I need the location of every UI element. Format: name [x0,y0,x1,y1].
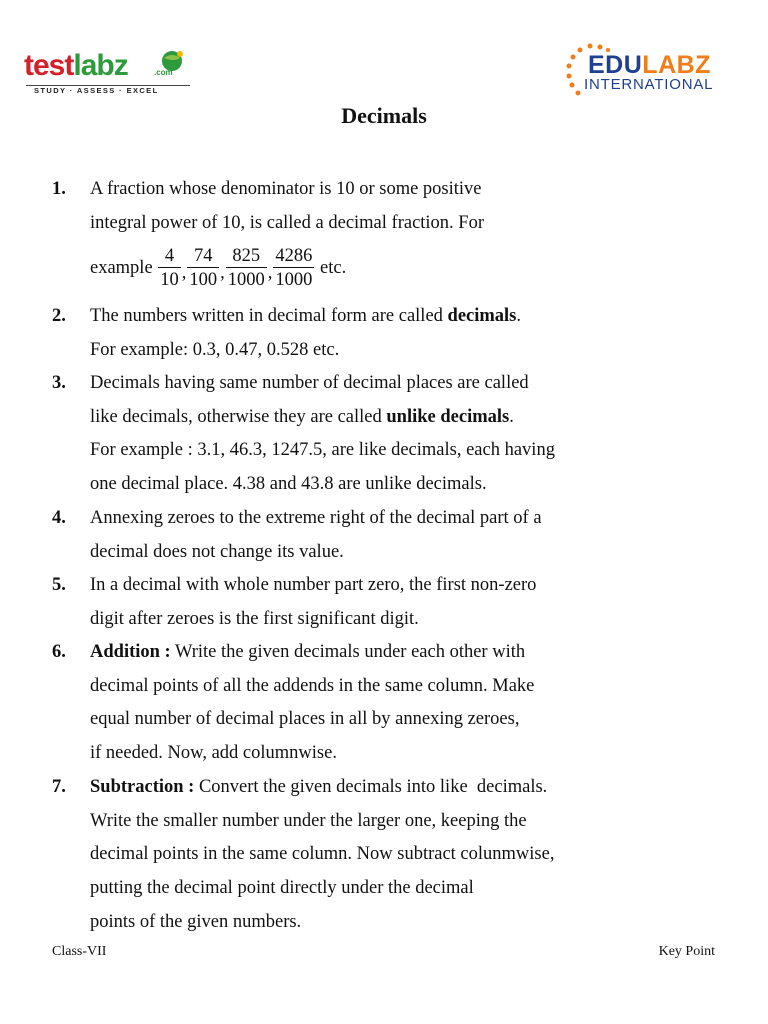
item-text: decimal points in the same column. Now subtract colunmwise, [90,844,555,865]
term-unlike-decimals: unlike decimals [386,406,510,427]
numerator: 4 [164,246,175,267]
item-text [90,636,752,670]
item-text: example [90,257,153,278]
item-text: etc. [320,257,347,278]
item-number: 6. [52,642,66,662]
denominator: 100 [187,267,219,291]
text-run: . [516,306,522,326]
fraction [158,245,181,291]
list-item [52,636,752,771]
list-item [52,569,752,636]
text-run: Convert the given decimals into like decimals. [194,777,548,797]
list-item [52,502,752,569]
fraction [226,245,267,291]
item-text: Decimals having same number of decimal places are called [90,373,529,393]
item-text: putting the decimal point directly under the decimal [90,878,474,899]
text-run: Write the given decimals under each other with [170,642,526,662]
testlabz-wordmark [24,48,128,84]
item-number: 3. [52,373,66,393]
item-number: 1. [52,179,66,199]
page-title: Decimals [341,103,427,128]
fraction [187,245,219,291]
item-number: 2. [52,306,66,326]
text-run: . [509,406,514,427]
item-text: Write the smaller number under the larger one, keeping the [90,810,527,831]
item-text [90,300,752,334]
numerator: 825 [232,246,261,267]
denominator: 1000 [226,267,267,291]
fraction-examples: example $\frac{4}{10}$ , $\frac{74}{100}$ , $\frac{825}{1000}$ , $\frac{4286}{1000}$ etc. [90,246,347,291]
fraction [273,245,314,291]
item-text: For example: 0.3, 0.47, 0.528 etc. [90,339,340,360]
item-number: 7. [52,777,66,797]
item-text: decimal does not change its value. [90,541,344,562]
item-text: Annexing zeroes to the extreme right of the decimal part of a [90,508,542,528]
edulabz-wordmark [588,52,711,78]
item-text: integral power of 10, is called a decimal fraction. For [90,212,485,233]
term-addition: Addition : [90,642,171,662]
logo-labz-text: LABZ [642,51,711,79]
item-text: if needed. Now, add columnwise. [90,743,337,764]
logo-edu-text: EDU [588,51,643,79]
item-text: points of the given numbers. [90,911,302,932]
numerator: 4286 [275,246,313,267]
list-item [52,300,752,367]
item-text: one decimal place. 4.38 and 43.8 are unlike decimals. [90,474,487,495]
denominator: 10 [158,267,181,291]
footer-class-label: Class-VII [52,944,107,959]
denominator: 1000 [273,267,314,291]
logo-domain: .com [154,68,173,77]
item-text: decimal points of all the addends in the same column. Make [90,675,535,696]
text-run: The numbers written in decimal form are called [90,306,448,326]
logo-text-part2: labz [73,49,128,82]
logo-text-part1: test [24,49,74,82]
term-decimals: decimals [447,306,517,326]
logo-international-text: INTERNATIONAL [584,76,714,93]
item-text [90,771,752,805]
item-number: 5. [52,575,66,595]
testlabz-logo [24,48,184,100]
numerator: 74 [194,246,213,267]
item-text [90,401,752,435]
list-item [52,173,752,296]
list-item [52,771,752,940]
text-run: like decimals, otherwise they are called [90,406,387,427]
item-text: equal number of decimal places in all by annexing zeroes, [90,709,520,730]
item-number: 4. [52,508,66,528]
term-subtraction: Subtraction : [90,777,195,797]
item-text: For example : 3.1, 46.3, 1247.5, are like decimals, each having [90,440,555,461]
logo-tagline: STUDY · ASSESS · EXCEL [34,86,159,95]
item-text: digit after zeroes is the first significant digit. [90,608,419,629]
item-text: A fraction whose denominator is 10 or some positive [90,179,482,199]
footer-section-label: Key Point [658,944,715,959]
item-text: In a decimal with whole number part zero, the first non-zero [90,575,537,595]
edulabz-logo [558,42,738,104]
list-item [52,367,752,502]
